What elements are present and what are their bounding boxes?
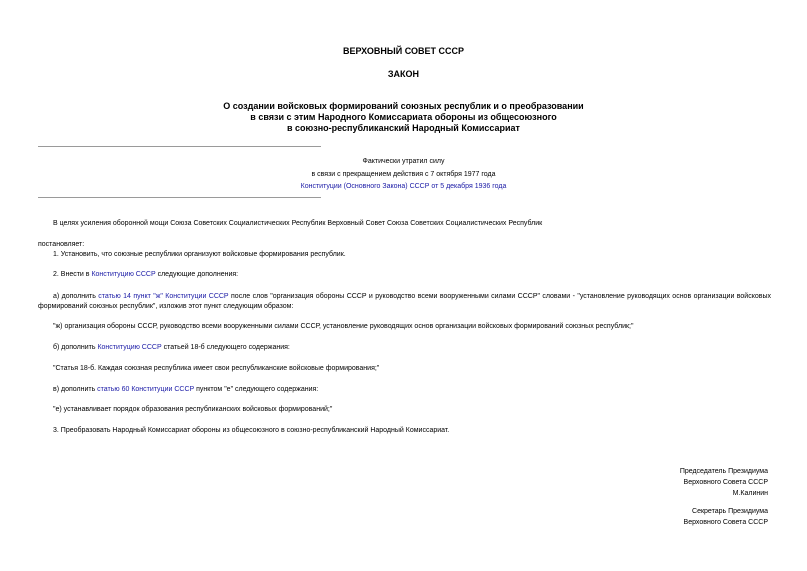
constitution-link[interactable]: Конституцию СССР bbox=[91, 271, 156, 278]
document-title bbox=[0, 101, 807, 134]
status-note-line: в связи с прекращением действия с 7 октября 1977 года bbox=[311, 170, 496, 178]
divider-top bbox=[38, 146, 321, 147]
preamble: В целях усиления оборонной мощи Союза Советских Социалистических Республик Верховный Совет Союза Советских Социалистических Республик bbox=[53, 220, 543, 227]
quote-item-zh: "ж) организация обороны СССР, руководство всеми вооруженными силами СССР, установление руководящих основ организации войсковых формирований союзных республик;" bbox=[53, 323, 634, 330]
quote-item-e: "е) устанавливает порядок образования республиканских войсковых формирований;" bbox=[53, 406, 333, 413]
issuing-body: ВЕРХОВНЫЙ СОВЕТ СССР bbox=[343, 46, 464, 56]
item-1: 1. Установить, что союзные республики организуют войсковые формирования республик. bbox=[53, 251, 346, 258]
article-14-link[interactable]: статью 14 пункт "ж" Конституции СССР bbox=[98, 293, 229, 300]
quote-article-18b: "Статья 18-б. Каждая союзная республика имеет свои республиканские войсковые формирования;" bbox=[53, 365, 380, 372]
signature-body: Верховного Совета СССР bbox=[683, 479, 768, 486]
constitution-1936-link[interactable]: Конституции (Основного Закона) СССР от 5 декабря 1936 года bbox=[300, 183, 507, 190]
item-2: 2. Внести в Конституцию СССР следующие дополнения: bbox=[53, 271, 239, 278]
title-line: О создании войсковых формирований союзных республик и о преобразовании bbox=[223, 101, 584, 111]
resolves-word: постановляет: bbox=[38, 241, 85, 248]
constitution-link[interactable]: Конституцию СССР bbox=[97, 344, 162, 351]
item-3: 3. Преобразовать Народный Комиссариат обороны из общесоюзного в союзно-республиканский Народный Комиссариат. bbox=[53, 427, 450, 434]
item-2v: в) дополнить статью 60 Конституции СССР пунктом "е" следующего содержания: bbox=[53, 386, 319, 393]
status-note-line: Фактически утратил силу bbox=[362, 158, 445, 165]
title-line: в союзно-республиканский Народный Комиссариат bbox=[287, 123, 520, 133]
signature-title: Председатель Президиума bbox=[679, 468, 768, 475]
item-2b: б) дополнить Конституцию СССР статьей 18-б следующего содержания: bbox=[53, 344, 290, 351]
signature-name: М.Калинин bbox=[732, 490, 768, 497]
signature-title: Секретарь Президиума bbox=[692, 508, 768, 515]
signature-secretary bbox=[650, 506, 768, 528]
signature-body: Верховного Совета СССР bbox=[683, 519, 768, 526]
title-line: в связи с этим Народного Комиссариата обороны из общесоюзного bbox=[250, 112, 557, 122]
signature-chairman bbox=[650, 466, 768, 499]
document-type: ЗАКОН bbox=[387, 69, 420, 79]
item-2a: а) дополнить статью 14 пункт "ж" Конституции СССР после слов "организация обороны СССР и руководство всеми вооруженными силами СССР" словами - "установление руководящих основ организации войсковых формирований союзных республик", изложив этот пункт следующим образом: bbox=[38, 293, 771, 310]
status-note bbox=[0, 156, 807, 194]
divider-bottom bbox=[38, 197, 321, 198]
article-60-link[interactable]: статью 60 Конституции СССР bbox=[97, 386, 195, 393]
